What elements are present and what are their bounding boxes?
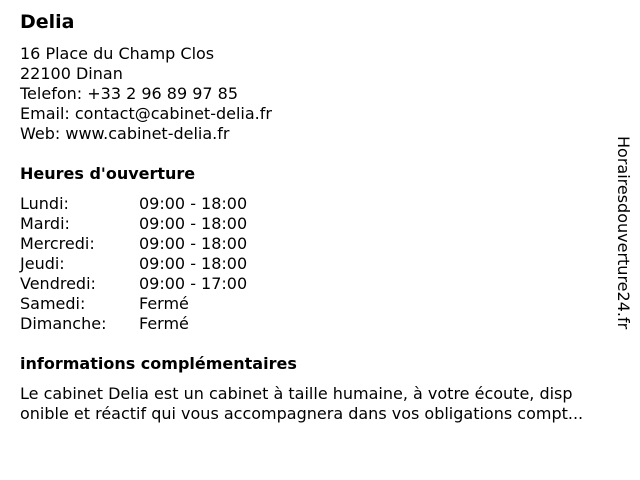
business-name: Delia: [20, 11, 75, 33]
hours-row-friday: [20, 274, 320, 294]
site-watermark-text: Horairesdouverture24.fr: [614, 136, 633, 330]
day-hours: 09:00 - 17:00: [139, 274, 248, 293]
phone-line: Telefon: +33 2 96 89 97 85: [20, 84, 239, 103]
day-label: Jeudi:: [20, 254, 65, 273]
hours-row-thursday: [20, 254, 320, 274]
hours-row-tuesday: [20, 214, 320, 234]
info-text-line: onible et réactif qui vous accompagnera dans vos obligations compt...: [20, 404, 584, 423]
day-label: Lundi:: [20, 194, 69, 213]
web-line: Web: www.cabinet-delia.fr: [20, 124, 230, 143]
email-line: Email: contact@cabinet-delia.fr: [20, 104, 272, 123]
day-hours: Fermé: [139, 294, 189, 313]
info-text-line: Le cabinet Delia est un cabinet à taille humaine, à votre écoute, disp: [20, 384, 573, 403]
additional-info-heading: informations complémentaires: [20, 354, 297, 373]
day-hours: 09:00 - 18:00: [139, 214, 248, 233]
day-hours: 09:00 - 18:00: [139, 194, 248, 213]
day-label: Mardi:: [20, 214, 70, 233]
additional-info-text: [20, 384, 630, 424]
address-line-city: 22100 Dinan: [20, 64, 123, 83]
day-hours: 09:00 - 18:00: [139, 234, 248, 253]
hours-row-sunday: [20, 314, 320, 334]
day-label: Mercredi:: [20, 234, 95, 253]
hours-row-monday: [20, 194, 320, 214]
contact-block: [20, 44, 272, 144]
address-line-street: 16 Place du Champ Clos: [20, 44, 215, 63]
day-label: Samedi:: [20, 294, 86, 313]
day-label: Dimanche:: [20, 314, 107, 333]
day-hours: Fermé: [139, 314, 189, 333]
day-label: Vendredi:: [20, 274, 96, 293]
day-hours: 09:00 - 18:00: [139, 254, 248, 273]
site-watermark: [613, 136, 633, 346]
opening-hours-heading: Heures d'ouverture: [20, 164, 196, 183]
opening-hours-table: [20, 194, 320, 334]
hours-row-wednesday: [20, 234, 320, 254]
hours-row-saturday: [20, 294, 320, 314]
